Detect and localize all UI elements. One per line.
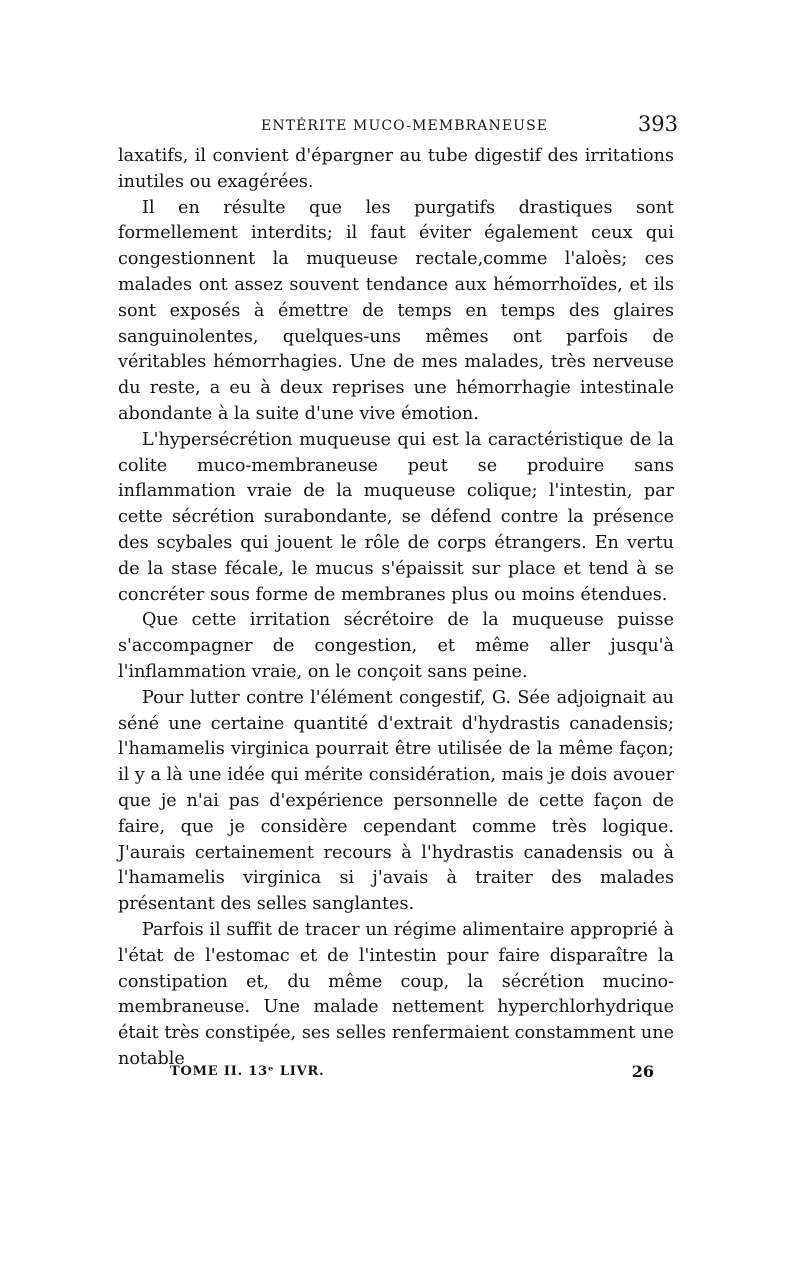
paragraph-hypersecretion: L'hypersécrétion muqueuse qui est la caractéristique de la colite muco-membraneuse peut se produire sans inflammation vraie de la muqueuse colique; l'intestin, par cette sécrétion surabondante, se défend contre la présence des scybales qui jouent le rôle de corps étrangers. En vertu de la stase fécale, le mucus s'épaissit sur place et tend à se concréter sous forme de membranes plus ou moins étendues. <box>118 429 674 605</box>
paragraph-purgatifs: Il en résulte que les purgatifs drastiques sont formellement interdits; il faut éviter également ceux qui congestionnent la muqueuse rectale,comme l'aloès; ces malades ont assez souvent tendance aux hémorrhoïdes, et ils sont exposés à émettre de temps en temps des glaires sanguinolentes, quelques-uns mêmes ont parfois de véritables hémorrhagies. Une de mes malades, très nerveuse du reste, a eu à deux reprises une hémorrhagie intestinale abondante à la suite d'une vive émotion. <box>118 197 674 424</box>
signature-mark: TOME II. 13ᵉ LIVR. <box>170 1064 325 1079</box>
running-title: ENTÉRITE MUCO-MEMBRANEUSE <box>261 118 549 134</box>
sheet-number: 26 <box>631 1062 654 1081</box>
paragraph-regime: Parfois il suffit de tracer un régime alimentaire approprié à l'état de l'estomac et de l'intestin pour faire disparaître la constipation et, du même coup, la sécrétion mucino-membraneuse. Une malade nettement hyperchlorhydrique était très constipée, ses selles renfermaient constamment une notable <box>118 919 674 1069</box>
page-number: 393 <box>637 112 678 136</box>
paragraph-element-congestif: Pour lutter contre l'élément congestif, G. Sée adjoignait au séné une certaine quantité d'extrait d'hydrastis canadensis; l'hamamelis virginica pourrait être utilisée de la même façon; il y a là une idée qui mérite considération, mais je dois avouer que je n'ai pas d'expérience personnelle de cette façon de faire, que je considère cependant comme très logique. J'aurais certainement recours à l'hydrastis canadensis ou à l'hamamelis virginica si j'avais à traiter des malades présentant des selles sanglantes. <box>118 687 674 915</box>
body-text <box>118 144 674 1073</box>
paragraph-irritation: Que cette irritation sécrétoire de la muqueuse puisse s'accompagner de congestion, et même aller jusqu'à l'inflammation vraie, on le conçoit sans peine. <box>118 610 674 682</box>
paragraph-continuation: laxatifs, il convient d'épargner au tube digestif des irritations inutiles ou exagérées. <box>118 146 674 192</box>
page-header <box>118 112 678 144</box>
page-footer <box>170 1064 654 1088</box>
book-page <box>118 112 678 1073</box>
